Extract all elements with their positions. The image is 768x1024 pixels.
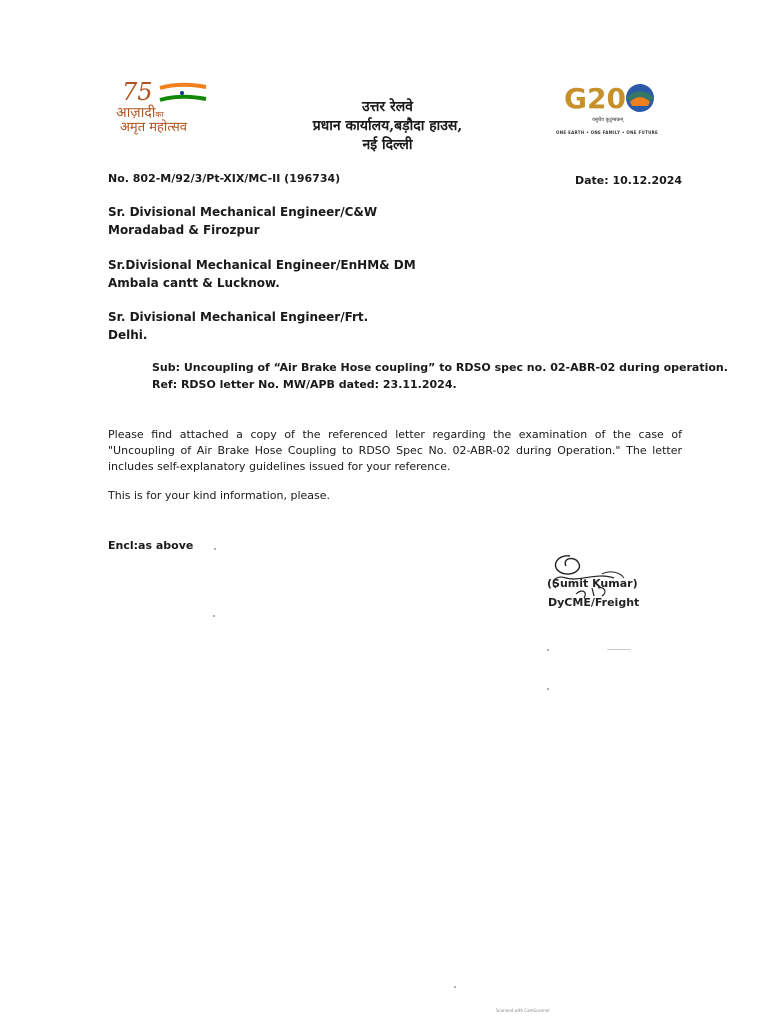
scan-speck — [547, 649, 549, 651]
addressee-block-1 — [108, 203, 377, 239]
reference-line: Ref: RDSO letter No. MW/APB dated: 23.11.2024. — [152, 378, 457, 391]
addressee-title: Sr. Divisional Mechanical Engineer/C&W — [108, 205, 378, 219]
g20-wordmark: G20 — [564, 82, 626, 115]
scanner-watermark: Scanned with CamScanner — [496, 1008, 550, 1013]
subject-line: Sub: Uncoupling of “Air Brake Hose coupling” to RDSO spec no. 02-ABR-02 during operation. — [152, 361, 728, 374]
azadi-ka-amrit-mahotsav-logo — [110, 78, 230, 138]
addressee-block-3 — [108, 308, 368, 344]
scan-speck — [547, 688, 549, 690]
office-heading — [300, 98, 475, 155]
g20-tagline: ONE EARTH • ONE FAMILY • ONE FUTURE — [556, 130, 659, 135]
scan-speck — [607, 649, 631, 650]
scan-speck — [213, 615, 215, 617]
addressee-title: Sr. Divisional Mechanical Engineer/Frt. — [108, 310, 369, 324]
body-paragraph: Please find attached a copy of the referenced letter regarding the examination of the case of "Uncoupling of Air Brake Hose Coupling to RDSO Spec No. 02-ABR-02 during Operation." The letter includes self-explanatory guidelines issued for your reference. — [108, 428, 682, 473]
info-paragraph: This is for your kind information, please. — [108, 489, 331, 502]
logo-text-line1: आज़ादीका — [116, 105, 164, 121]
signatory-name: (Sumit Kumar) — [547, 577, 638, 590]
addressee-title: Sr.Divisional Mechanical Engineer/EnHM& DM — [108, 258, 416, 272]
addressee-location: Delhi. — [108, 328, 148, 342]
g20-emblem-icon — [552, 78, 672, 118]
letter-date: Date: 10.12.2024 — [575, 174, 683, 187]
subject-block — [152, 359, 728, 393]
letter-reference-number: No. 802-M/92/3/Pt-XIX/MC-II (196734) — [108, 172, 341, 185]
signatory-designation: DyCME/Freight — [548, 596, 640, 609]
logo-text-line2: अमृत महोत्सव — [120, 120, 188, 135]
office-line2: प्रधान कार्यालय,बड़ौदा हाउस, — [312, 118, 463, 134]
office-line3: नई दिल्ली — [362, 137, 413, 153]
g20-hindi-motto: वसुधैव कुटुम्बकम् — [592, 117, 624, 123]
scan-speck — [454, 986, 456, 988]
addressee-block-2 — [108, 256, 416, 292]
addressee-location: Moradabad & Firozpur — [108, 223, 260, 237]
enclosure-note: Encl:as above — [108, 539, 194, 552]
scan-speck — [214, 548, 216, 550]
logo-number: 75 — [122, 78, 153, 106]
g20-logo — [552, 78, 672, 142]
office-line1: उत्तर रेलवे — [362, 99, 413, 115]
addressee-location: Ambala cantt & Lucknow. — [108, 276, 280, 290]
